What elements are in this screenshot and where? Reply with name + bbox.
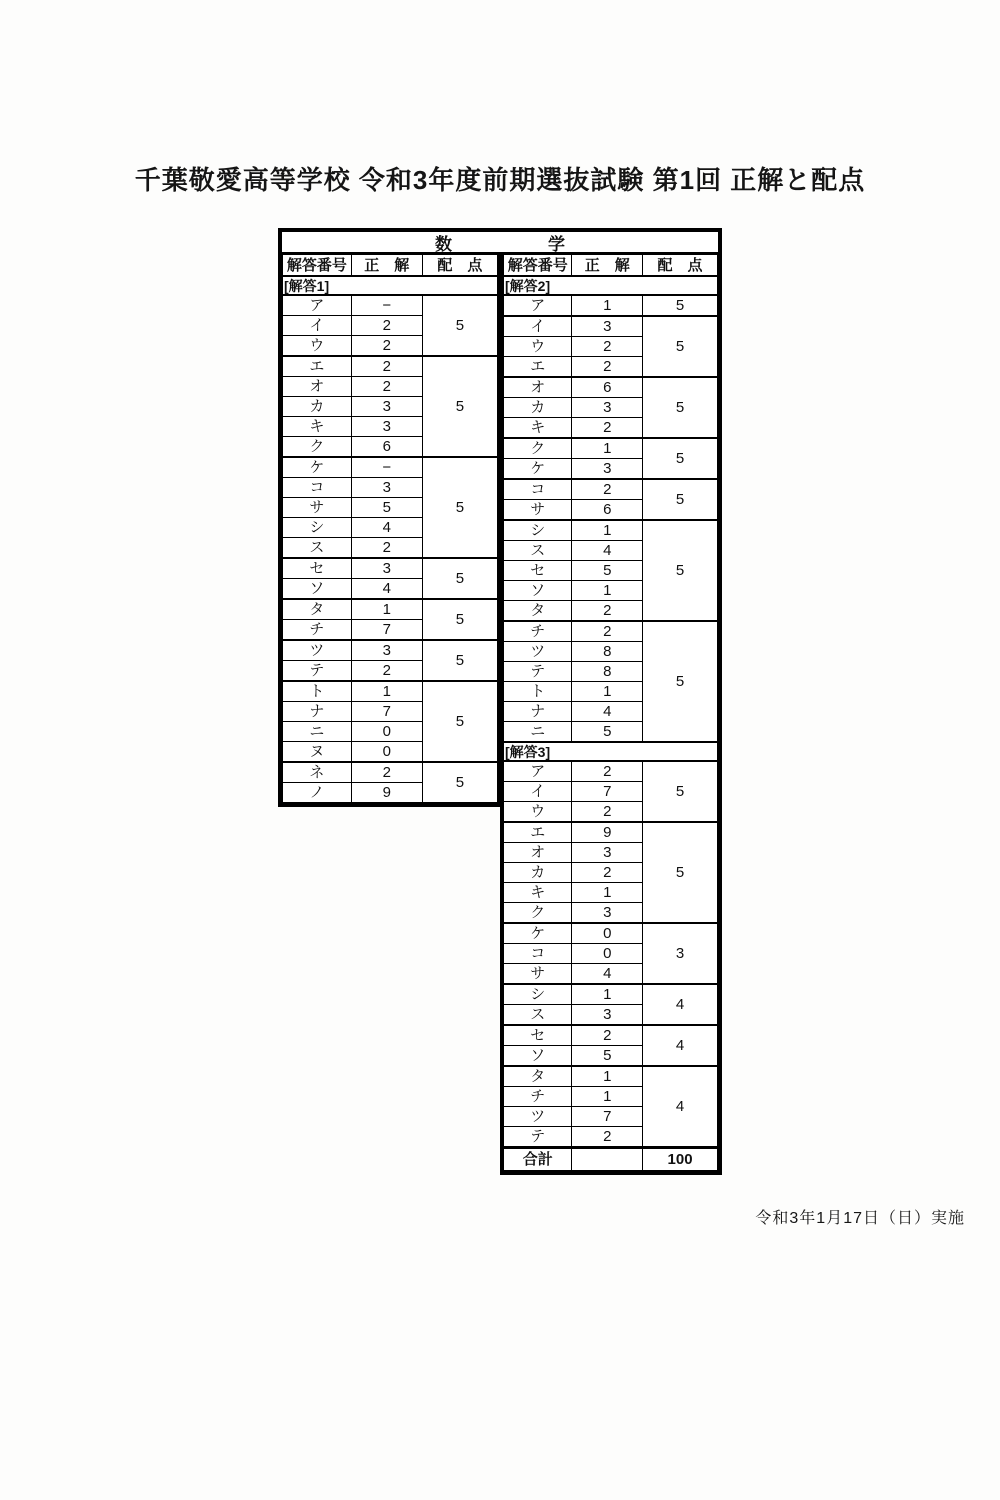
correct-answer-cell: 6 <box>572 377 643 398</box>
table-row <box>504 761 718 782</box>
table-row <box>504 520 718 541</box>
points-cell: 4 <box>643 1066 718 1148</box>
correct-answer-cell: 2 <box>572 1127 643 1148</box>
correct-answer-cell: 5 <box>572 561 643 581</box>
correct-answer-cell: 4 <box>572 702 643 722</box>
correct-answer-cell: 1 <box>572 438 643 459</box>
correct-answer-cell: 0 <box>572 923 643 944</box>
answer-number-cell: コ <box>283 478 352 498</box>
answer-number-cell: セ <box>504 1025 572 1046</box>
table-row <box>283 295 498 316</box>
correct-answer-cell: 8 <box>572 642 643 662</box>
answer-number-cell: ケ <box>283 457 352 478</box>
answer-number-cell: ス <box>283 538 352 559</box>
answer-number-cell: ニ <box>504 722 572 743</box>
correct-answer-cell: 1 <box>572 1087 643 1107</box>
answer-number-cell: シ <box>283 518 352 538</box>
answer-number-cell: ト <box>283 681 352 702</box>
section-label: [解答3] <box>504 742 718 761</box>
table-row <box>283 681 498 702</box>
answer-number-cell: テ <box>504 662 572 682</box>
correct-answer-cell: 3 <box>572 843 643 863</box>
col-header-answer-number: 解答番号 <box>283 255 352 277</box>
answer-number-cell: オ <box>283 377 352 397</box>
answer-number-cell: ク <box>504 903 572 924</box>
table-row <box>504 984 718 1005</box>
correct-answer-cell: 0 <box>572 944 643 964</box>
correct-answer-cell: 1 <box>572 581 643 601</box>
answer-number-cell: コ <box>504 479 572 500</box>
correct-answer-cell: 7 <box>572 1107 643 1127</box>
answer-number-cell: カ <box>504 398 572 418</box>
points-cell: 5 <box>643 520 718 621</box>
table-row <box>283 640 498 661</box>
correct-answer-cell: 3 <box>351 397 422 417</box>
answer-table-right <box>500 254 722 1175</box>
points-cell: 5 <box>643 377 718 438</box>
answer-number-cell: ウ <box>504 802 572 823</box>
points-cell: 4 <box>643 984 718 1025</box>
correct-answer-cell: 5 <box>351 498 422 518</box>
table-row <box>504 479 718 500</box>
answer-number-cell: サ <box>504 964 572 985</box>
correct-answer-cell: 4 <box>572 964 643 985</box>
points-cell: 5 <box>422 356 497 457</box>
correct-answer-cell: 2 <box>572 601 643 622</box>
answer-number-cell: ヌ <box>283 742 352 763</box>
answer-number-cell: ト <box>504 682 572 702</box>
answer-number-cell: セ <box>283 558 352 579</box>
section-label-row <box>504 276 718 295</box>
answer-number-cell: タ <box>283 599 352 620</box>
correct-answer-cell: 4 <box>351 518 422 538</box>
answer-number-cell: チ <box>283 620 352 641</box>
total-points-cell: 100 <box>643 1148 718 1171</box>
answer-number-cell: キ <box>504 418 572 439</box>
answer-number-cell: キ <box>504 883 572 903</box>
answer-number-cell: イ <box>504 782 572 802</box>
points-cell: 4 <box>643 1025 718 1066</box>
answer-number-cell: ソ <box>504 1046 572 1067</box>
exam-date: 令和3年1月17日（日）実施 <box>755 1210 965 1227</box>
correct-answer-cell: − <box>351 295 422 316</box>
left-table <box>282 254 498 803</box>
answer-number-cell: カ <box>504 863 572 883</box>
answer-number-cell: エ <box>283 356 352 377</box>
answer-number-cell: ウ <box>283 336 352 357</box>
section-label: [解答2] <box>504 276 718 295</box>
table-row <box>283 762 498 783</box>
points-cell: 5 <box>643 479 718 520</box>
table-row <box>504 923 718 944</box>
answer-number-cell: オ <box>504 377 572 398</box>
table-row <box>283 356 498 377</box>
answer-number-cell: チ <box>504 621 572 642</box>
correct-answer-cell: 1 <box>351 681 422 702</box>
correct-answer-cell: 3 <box>572 459 643 480</box>
correct-answer-cell: 8 <box>572 662 643 682</box>
answer-number-cell: シ <box>504 520 572 541</box>
table-row <box>504 377 718 398</box>
correct-answer-cell: 2 <box>572 1025 643 1046</box>
answer-number-cell: テ <box>283 661 352 682</box>
answer-number-cell: ノ <box>283 783 352 803</box>
answer-number-cell: ソ <box>283 579 352 600</box>
points-cell: 5 <box>422 681 497 762</box>
answer-number-cell: ナ <box>504 702 572 722</box>
table-row <box>283 457 498 478</box>
answer-number-cell: ネ <box>283 762 352 783</box>
answer-number-cell: ナ <box>283 702 352 722</box>
correct-answer-cell: 2 <box>351 661 422 682</box>
correct-answer-cell: 3 <box>572 1005 643 1026</box>
col-header-points: 配 点 <box>422 255 497 277</box>
correct-answer-cell: 2 <box>572 357 643 378</box>
points-cell: 5 <box>422 762 497 803</box>
correct-answer-cell: 2 <box>572 761 643 782</box>
col-header-points: 配 点 <box>643 255 718 277</box>
points-cell: 3 <box>643 923 718 984</box>
answer-table-left <box>278 254 500 807</box>
answer-number-cell: サ <box>504 500 572 521</box>
table-row <box>504 1066 718 1087</box>
table-row <box>504 822 718 843</box>
correct-answer-cell: 4 <box>572 541 643 561</box>
answer-number-cell: ウ <box>504 337 572 357</box>
total-row <box>504 1148 718 1171</box>
answer-number-cell: ツ <box>283 640 352 661</box>
correct-answer-cell: 6 <box>351 437 422 458</box>
col-header-correct-answer: 正 解 <box>351 255 422 277</box>
answer-number-cell: オ <box>504 843 572 863</box>
answer-number-cell: ク <box>283 437 352 458</box>
answer-number-cell: カ <box>283 397 352 417</box>
correct-answer-cell: 4 <box>351 579 422 600</box>
table-row <box>504 295 718 316</box>
correct-answer-cell: 2 <box>572 802 643 823</box>
correct-answer-cell: − <box>351 457 422 478</box>
answer-number-cell: サ <box>283 498 352 518</box>
answer-number-cell: ニ <box>283 722 352 742</box>
correct-answer-cell: 2 <box>351 336 422 357</box>
answer-number-cell: シ <box>504 984 572 1005</box>
correct-answer-cell: 7 <box>351 620 422 641</box>
correct-answer-cell: 0 <box>351 742 422 763</box>
correct-answer-cell: 9 <box>572 822 643 843</box>
correct-answer-cell: 3 <box>572 316 643 337</box>
total-label-cell: 合計 <box>504 1148 572 1171</box>
correct-answer-cell: 3 <box>351 558 422 579</box>
correct-answer-cell: 3 <box>572 398 643 418</box>
points-cell: 5 <box>643 822 718 923</box>
correct-answer-cell: 3 <box>572 903 643 924</box>
answer-number-cell: キ <box>283 417 352 437</box>
points-cell: 5 <box>643 438 718 479</box>
column-header-row <box>504 255 718 277</box>
subject-char-math2: 学 <box>548 234 565 254</box>
correct-answer-cell: 2 <box>572 337 643 357</box>
correct-answer-cell: 2 <box>572 418 643 439</box>
answer-number-cell: ク <box>504 438 572 459</box>
correct-answer-cell: 2 <box>351 356 422 377</box>
answer-number-cell: ツ <box>504 1107 572 1127</box>
answer-number-cell: セ <box>504 561 572 581</box>
answer-number-cell: ス <box>504 541 572 561</box>
subject-header <box>278 228 722 254</box>
col-header-answer-number: 解答番号 <box>504 255 572 277</box>
table-row <box>283 599 498 620</box>
section-label-row <box>504 742 718 761</box>
correct-answer-cell: 3 <box>351 478 422 498</box>
answer-number-cell: ア <box>504 295 572 316</box>
table-row <box>283 558 498 579</box>
correct-answer-cell: 3 <box>351 417 422 437</box>
answer-number-cell: タ <box>504 1066 572 1087</box>
answer-number-cell: イ <box>504 316 572 337</box>
answer-number-cell: ス <box>504 1005 572 1026</box>
correct-answer-cell: 7 <box>351 702 422 722</box>
correct-answer-cell: 2 <box>351 316 422 336</box>
answer-number-cell: ケ <box>504 923 572 944</box>
correct-answer-cell: 7 <box>572 782 643 802</box>
right-table <box>503 254 718 1171</box>
section-label-row <box>283 276 498 295</box>
points-cell: 5 <box>643 295 718 316</box>
answer-number-cell: エ <box>504 822 572 843</box>
points-cell: 5 <box>643 316 718 377</box>
correct-answer-cell: 2 <box>351 538 422 559</box>
answer-number-cell: エ <box>504 357 572 378</box>
table-row <box>504 316 718 337</box>
correct-answer-cell: 6 <box>572 500 643 521</box>
correct-answer-cell: 1 <box>572 682 643 702</box>
correct-answer-cell: 1 <box>572 520 643 541</box>
answer-number-cell: ア <box>283 295 352 316</box>
correct-answer-cell: 9 <box>351 783 422 803</box>
answer-number-cell: ア <box>504 761 572 782</box>
answer-number-cell: ソ <box>504 581 572 601</box>
correct-answer-cell: 3 <box>351 640 422 661</box>
answer-number-cell: ケ <box>504 459 572 480</box>
total-empty-cell <box>572 1148 643 1171</box>
correct-answer-cell: 5 <box>572 722 643 743</box>
points-cell: 5 <box>422 457 497 558</box>
page-title: 千葉敬愛高等学校 令和3年度前期選抜試験 第1回 正解と配点 <box>134 165 866 195</box>
subject-char-math1: 数 <box>435 234 452 254</box>
correct-answer-cell: 1 <box>572 1066 643 1087</box>
table-row <box>504 438 718 459</box>
correct-answer-cell: 2 <box>351 762 422 783</box>
column-header-row <box>283 255 498 277</box>
correct-answer-cell: 0 <box>351 722 422 742</box>
points-cell: 5 <box>643 761 718 822</box>
points-cell: 5 <box>422 558 497 599</box>
correct-answer-cell: 2 <box>572 863 643 883</box>
answer-number-cell: イ <box>283 316 352 336</box>
answer-number-cell: ツ <box>504 642 572 662</box>
points-cell: 5 <box>422 640 497 681</box>
answer-number-cell: テ <box>504 1127 572 1148</box>
points-cell: 5 <box>422 599 497 640</box>
points-cell: 5 <box>643 621 718 742</box>
table-row <box>504 1025 718 1046</box>
correct-answer-cell: 1 <box>351 599 422 620</box>
correct-answer-cell: 2 <box>572 479 643 500</box>
table-row <box>504 621 718 642</box>
correct-answer-cell: 5 <box>572 1046 643 1067</box>
correct-answer-cell: 1 <box>572 984 643 1005</box>
col-header-correct-answer: 正 解 <box>572 255 643 277</box>
answer-number-cell: チ <box>504 1087 572 1107</box>
answer-number-cell: コ <box>504 944 572 964</box>
points-cell: 5 <box>422 295 497 356</box>
answer-number-cell: タ <box>504 601 572 622</box>
correct-answer-cell: 2 <box>351 377 422 397</box>
correct-answer-cell: 1 <box>572 883 643 903</box>
correct-answer-cell: 1 <box>572 295 643 316</box>
section-label: [解答1] <box>283 276 498 295</box>
correct-answer-cell: 2 <box>572 621 643 642</box>
